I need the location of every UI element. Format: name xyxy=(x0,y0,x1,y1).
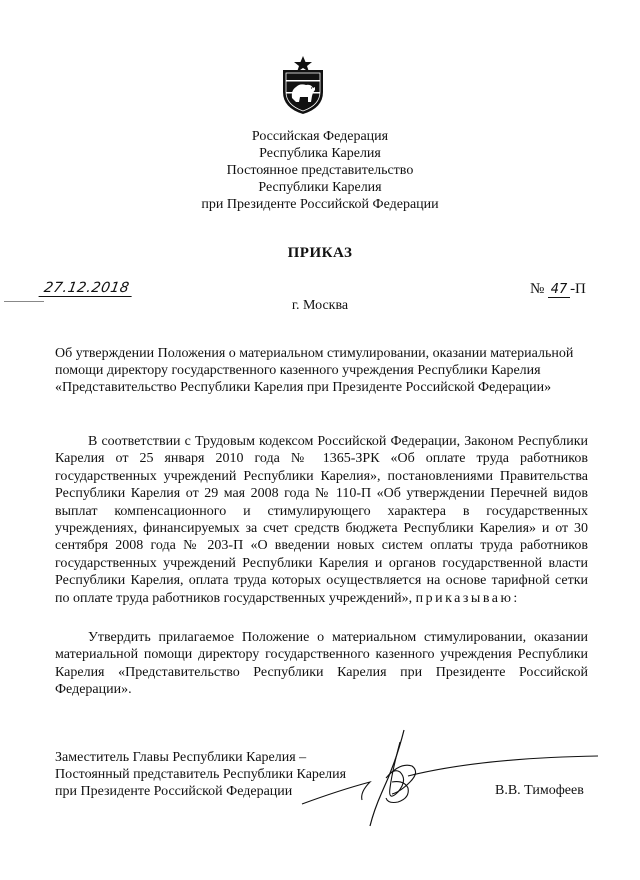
header-line: Республика Карелия xyxy=(259,146,381,161)
signer-name: В.В. Тимофеев xyxy=(495,783,584,798)
document-city: г. Москва xyxy=(291,298,349,313)
number-suffix: -П xyxy=(570,281,586,297)
paragraph-basis xyxy=(55,433,588,607)
number-handwritten: 47 xyxy=(548,282,570,298)
number-sign: № xyxy=(530,281,545,297)
signer-position-line: Постоянный представитель Республики Карелия xyxy=(55,767,347,782)
paragraph-basis-text: В соответствии с Трудовым кодексом Российской Федерации, Законом Республики Карелия от 25 января 2010 года № 1365-ЗРК «Об оплате труда работников государственных учреждений Республики Карелия», постановлениями Правительства Республики Карелия от 29 мая 2008 года № 110-П «Об утверждении Перечней видов выплат компенсационного и стимулирующего характера в государственных учреждениях, финансируемых за счет средств бюджета Республики Карелия» и от 30 сентября 2008 года № 203-П «О введении новых систем оплаты труда работников государственных учреждений Республики Карелия и органов государственной власти Республики Карелия, оплата труда которых осуществляется на основе тарифной сетки по оплате труда работников государственных учреждений», xyxy=(55,434,588,606)
header-line: Постоянное представительство xyxy=(226,163,414,178)
paragraph-resolution: Утвердить прилагаемое Положение о материальном стимулировании, оказании материальной помощи директору государственного казенного учреждения Республики Карелия «Представительство Республики Карелия при Президенте Российской Федерации». xyxy=(55,630,588,698)
organization-header xyxy=(0,128,640,213)
document-type-title: ПРИКАЗ xyxy=(287,245,353,261)
document-subject: Об утверждении Положения о материальном стимулировании, оказании материальной помощи директору государственного казенного учреждения Республики Карелия «Представительство Республики Карелия при Президенте Российской Федерации» xyxy=(55,346,574,395)
signer-position-line: Заместитель Главы Республики Карелия – xyxy=(55,750,307,765)
handwritten-signature xyxy=(300,722,600,832)
header-line: при Президенте Российской Федерации xyxy=(201,197,439,212)
signer-position-line: при Президенте Российской Федерации xyxy=(55,784,293,799)
header-line: Республики Карелия xyxy=(258,180,382,195)
coat-of-arms-emblem xyxy=(278,54,328,116)
order-word: приказываю: xyxy=(415,590,520,606)
document-number xyxy=(530,281,586,298)
document-date: 27.12.2018 xyxy=(39,280,135,297)
header-line: Российская Федерация xyxy=(251,129,389,144)
